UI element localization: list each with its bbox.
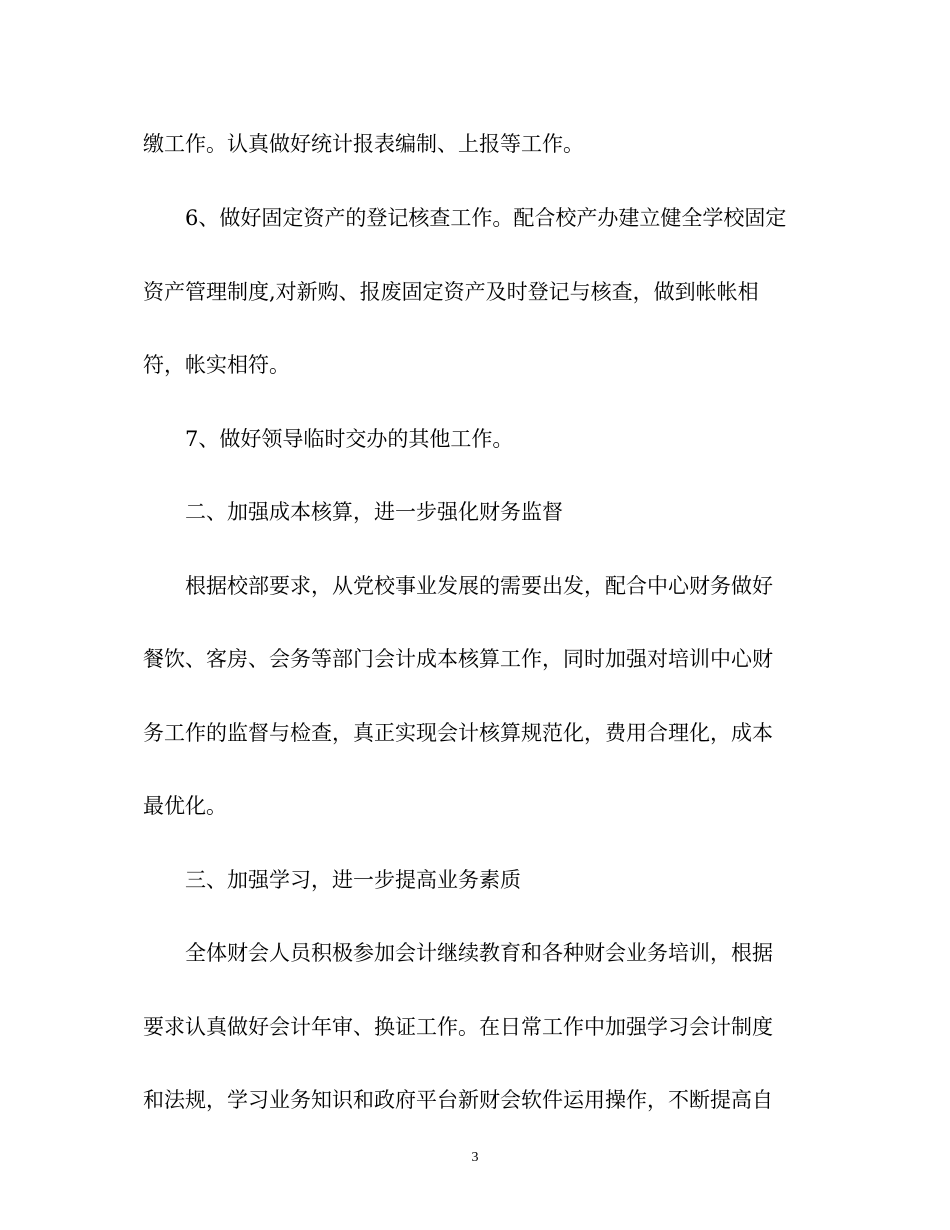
text-line: 6、做好固定资产的登记核查工作。配合校产办建立健全学校固定: [185, 206, 787, 230]
text-line: 和法规，学习业务知识和政府平台新财会软件运用操作，不断提高自: [143, 1088, 773, 1112]
text-line: 根据校部要求，从党校事业发展的需要出发，配合中心财务做好: [185, 574, 773, 598]
section-heading: 三、加强学习，进一步提高业务素质: [185, 868, 521, 892]
text-line: 7、做好领导临时交办的其他工作。: [185, 427, 514, 451]
text-line: 资产管理制度,对新购、报废固定资产及时登记与核查，做到帐帐相: [143, 280, 759, 304]
section-heading: 二、加强成本核算，进一步强化财务监督: [185, 500, 563, 524]
text-line: 缴工作。认真做好统计报表编制、上报等工作。: [143, 132, 584, 156]
text-line: 务工作的监督与检查，真正实现会计核算规范化，费用合理化，成本: [143, 721, 773, 745]
text-line: 最优化。: [143, 794, 227, 818]
text-line: 餐饮、客房、会务等部门会计成本核算工作，同时加强对培训中心财: [143, 647, 773, 671]
text-line: 要求认真做好会计年审、换证工作。在日常工作中加强学习会计制度: [143, 1015, 773, 1039]
text-line: 符，帐实相符。: [143, 353, 290, 377]
page-number: 3: [471, 1150, 479, 1165]
text-line: 全体财会人员积极参加会计继续教育和各种财会业务培训，根据: [185, 941, 773, 965]
